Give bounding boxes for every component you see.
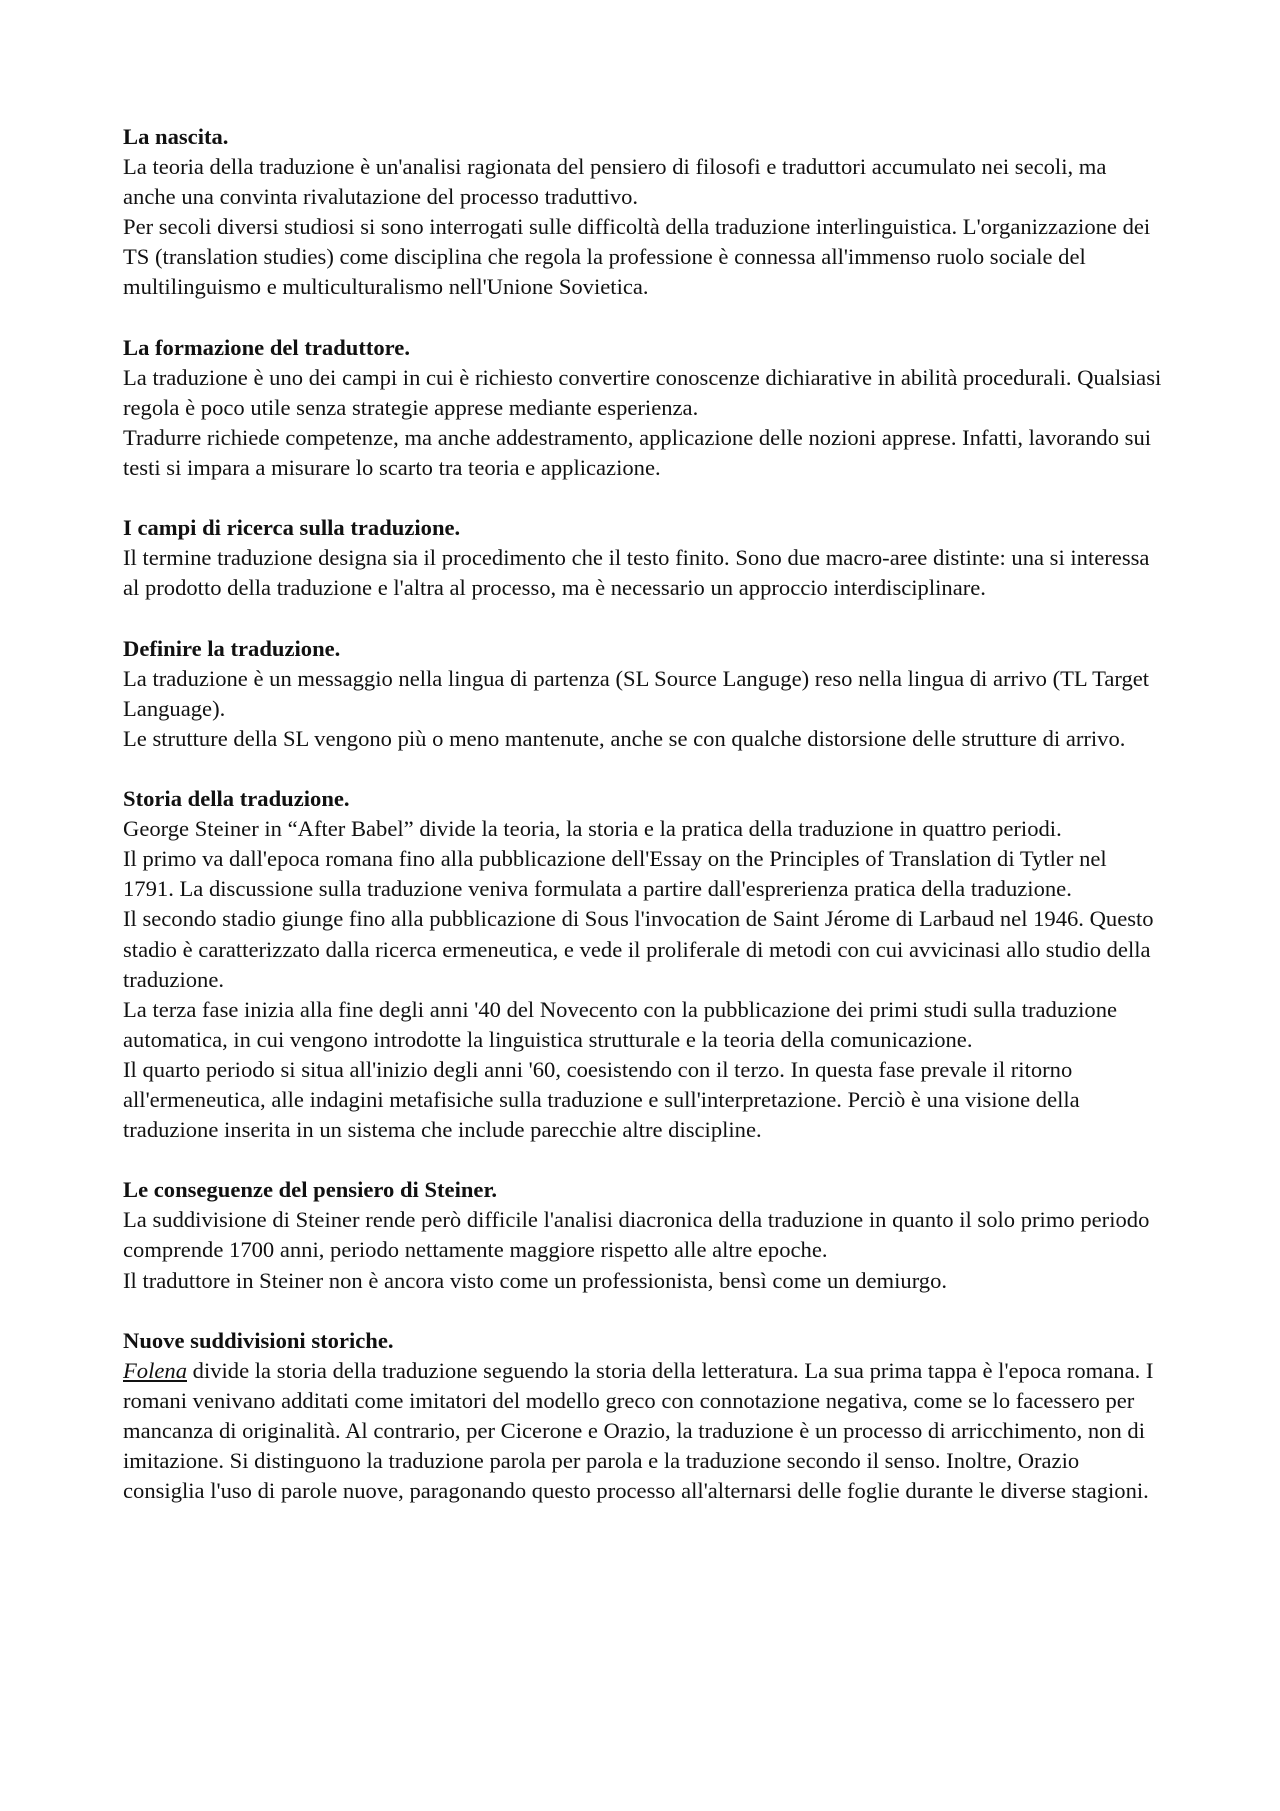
section-nuove-suddivisioni bbox=[123, 1326, 1163, 1507]
paragraph: La suddivisione di Steiner rende però difficile l'analisi diacronica della traduzione in quanto il solo primo periodo comprende 1700 anni, periodo nettamente maggiore rispetto alle altre epoche. bbox=[123, 1207, 1150, 1263]
section-storia-traduzione bbox=[123, 784, 1163, 1145]
paragraph: La traduzione è uno dei campi in cui è richiesto convertire conoscenze dichiarative in abilità procedurali. Qualsiasi regola è poco utile senza strategie apprese mediante esperienza. bbox=[123, 364, 1162, 420]
section-heading: La formazione del traduttore. bbox=[123, 334, 410, 360]
section-heading: Definire la traduzione. bbox=[123, 635, 341, 661]
paragraph: La traduzione è un messaggio nella lingua di partenza (SL Source Languge) reso nella lingua di arrivo (TL Target Language). bbox=[123, 665, 1150, 721]
section-heading: Storia della traduzione. bbox=[123, 786, 350, 812]
section-definire-traduzione bbox=[123, 634, 1163, 754]
paragraph: Il termine traduzione designa sia il procedimento che il testo finito. Sono due macro-aree distinte: una si interessa al prodotto della traduzione e l'altra al processo, ma è necessario un approccio interdisciplinare. bbox=[123, 545, 1150, 601]
paragraph: Il traduttore in Steiner non è ancora visto come un professionista, bensì come un demiurgo. bbox=[123, 1267, 948, 1293]
section-heading: Nuove suddivisioni storiche. bbox=[123, 1327, 394, 1353]
section-la-nascita bbox=[123, 122, 1163, 303]
section-heading: Le conseguenze del pensiero di Steiner. bbox=[123, 1177, 498, 1203]
paragraph-text: divide la storia della traduzione seguendo la storia della letteratura. La sua prima tappa è l'epoca romana. I romani venivano additati come imitatori del modello greco con connotazione negativa, come se lo facessero per mancanza di originalità. Al contrario, per Cicerone e Orazio, la traduzione è un processo di arricchimento, non di imitazione. Si distinguono la traduzione parola per parola e la traduzione secondo il senso. Inoltre, Orazio consiglia l'uso di parole nuove, paragonando questo processo all'alternarsi delle foglie durante le diverse stagioni. bbox=[123, 1357, 1154, 1504]
paragraph: George Steiner in “After Babel” divide la teoria, la storia e la pratica della traduzione in quattro periodi. bbox=[123, 816, 1062, 842]
section-heading: La nascita. bbox=[123, 124, 229, 149]
section-heading: I campi di ricerca sulla traduzione. bbox=[123, 515, 461, 541]
paragraph: Tradurre richiede competenze, ma anche addestramento, applicazione delle nozioni apprese. Infatti, lavorando sui testi si impara a misurare lo scarto tra teoria e applicazione. bbox=[123, 424, 1152, 481]
paragraph bbox=[123, 1356, 1163, 1506]
paragraph: Per secoli diversi studiosi si sono interrogati sulle difficoltà della traduzione interlinguistica. L'organizzazione dei TS (translation studies) come disciplina che regola la professione è connessa all'immenso ruolo sociale del multilinguismo e multiculturalismo nell'Unione Sovietica. bbox=[123, 214, 1151, 300]
document-page bbox=[123, 122, 1163, 1536]
paragraph: Il secondo stadio giunge fino alla pubblicazione di Sous l'invocation de Saint Jérome di Larbaud nel 1946. Questo stadio è caratterizzato dalla ricerca ermeneutica, e vede il proliferale di metodi con cui avvicinasi allo studio della traduzione. bbox=[123, 906, 1154, 992]
section-conseguenze-steiner bbox=[123, 1175, 1163, 1295]
paragraph: La terza fase inizia alla fine degli anni '40 del Novecento con la pubblicazione dei primi studi sulla traduzione automatica, in cui vengono introdotte la linguistica strutturale e la teoria della comunicazione. bbox=[123, 996, 1118, 1052]
section-campi-di-ricerca bbox=[123, 513, 1163, 603]
paragraph: Le strutture della SL vengono più o meno mantenute, anche se con qualche distorsione delle strutture di arrivo. bbox=[123, 725, 1126, 751]
author-link-folena[interactable]: Folena bbox=[123, 1357, 187, 1383]
paragraph: Il primo va dall'epoca romana fino alla pubblicazione dell'Essay on the Principles of Translation di Tytler nel 1791. La discussione sulla traduzione veniva formulata a partire dall'esprerienza pratica della traduzione. bbox=[123, 846, 1107, 902]
paragraph: La teoria della traduzione è un'analisi ragionata del pensiero di filosofi e traduttori accumulato nei secoli, ma anche una convinta rivalutazione del processo traduttivo. bbox=[123, 154, 1107, 210]
paragraph: Il quarto periodo si situa all'inizio degli anni '60, coesistendo con il terzo. In questa fase prevale il ritorno all'ermeneutica, alle indagini metafisiche sulla traduzione e sull'interpretazione. Perciò è una visione della traduzione inserita in un sistema che include parecchie altre discipline. bbox=[123, 1056, 1080, 1143]
section-formazione-traduttore bbox=[123, 333, 1163, 483]
